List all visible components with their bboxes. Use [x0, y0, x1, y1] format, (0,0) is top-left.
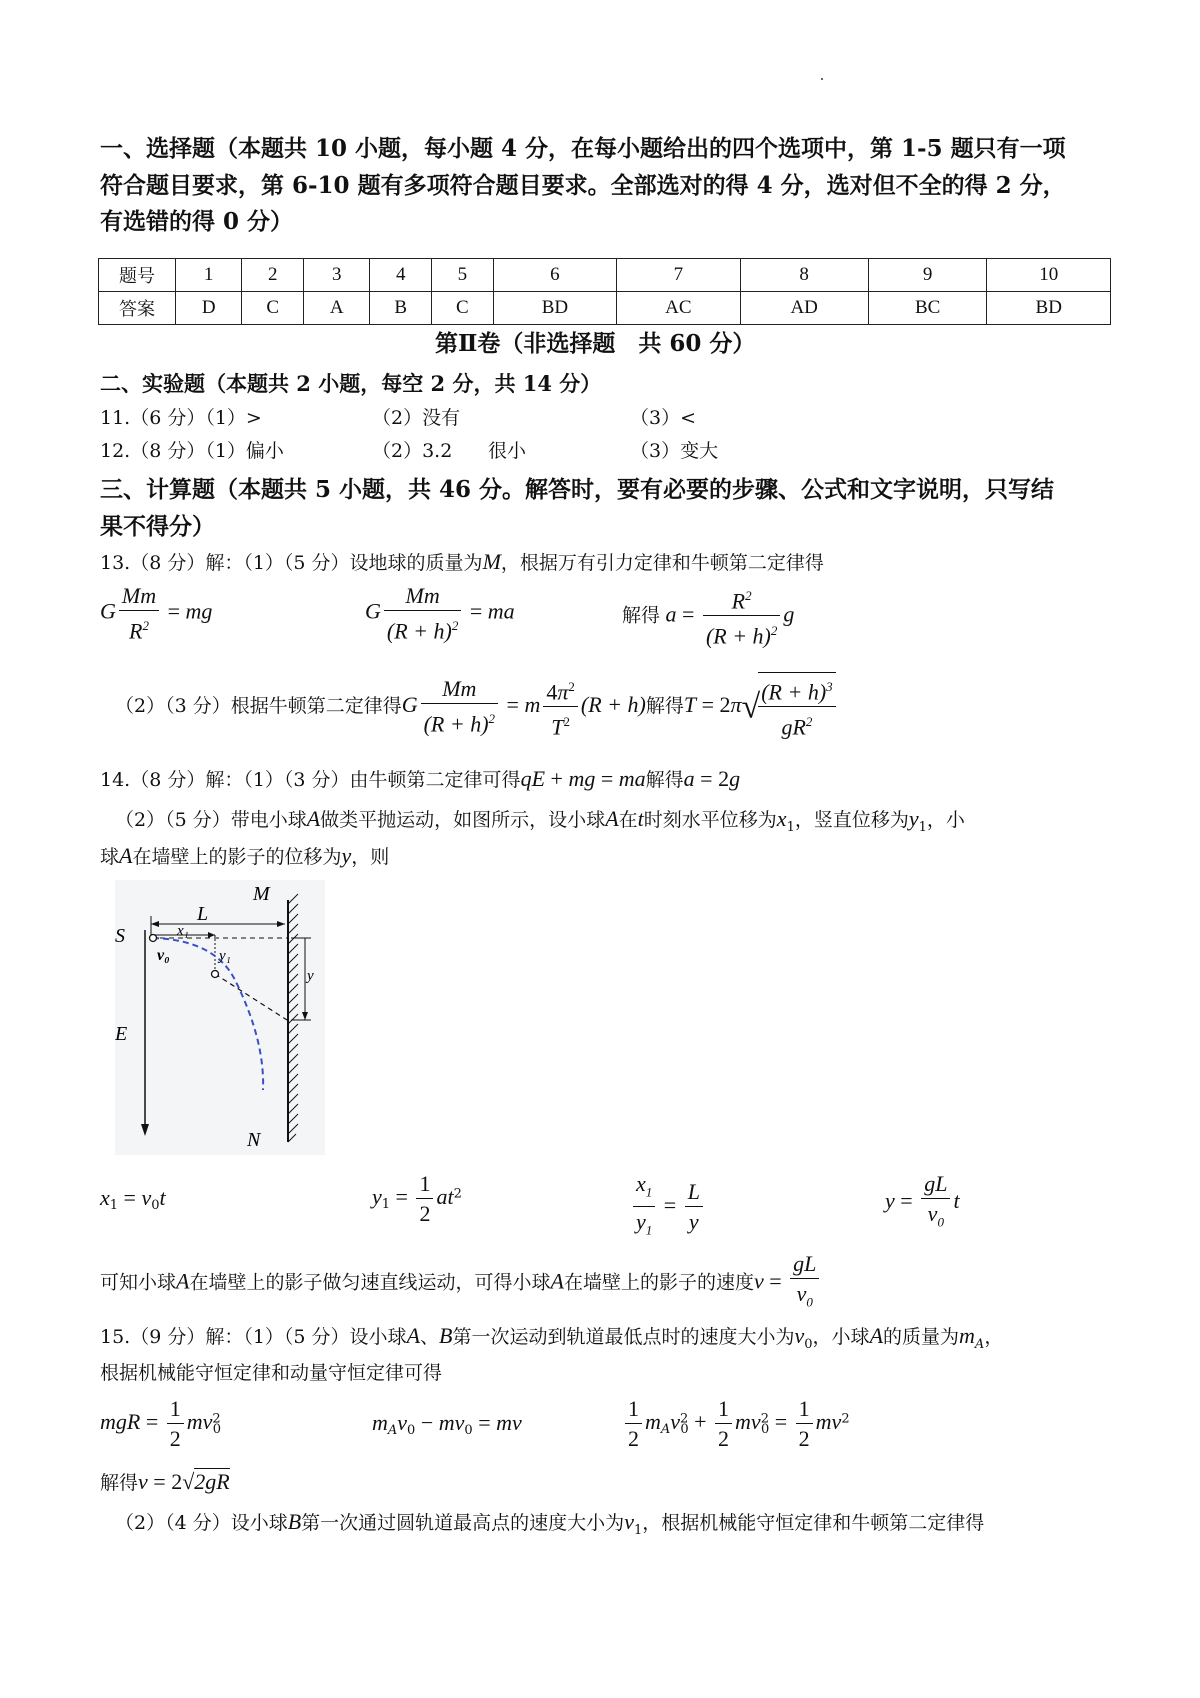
part2-title: 第Ⅱ卷（非选择题 共 60 分） [435, 330, 756, 357]
section3-line2: 果不得分） [100, 513, 215, 540]
answer-cell: B [370, 292, 432, 325]
number-cell: 5 [432, 259, 494, 292]
q12-answer-1: 12.（8 分）（1）偏小 [100, 440, 284, 462]
answer-cell: AD [740, 292, 868, 325]
number-cell: 8 [740, 259, 868, 292]
answer-cell: D [176, 292, 242, 325]
q15-line1: 15.（9 分）解：（1）（5 分）设小球A、B第一次运动到轨道最低点时的速度大小为$v_0$，小球A的质量为$m_A$， [100, 1323, 1004, 1352]
section1-line3: 有选错的得 0 分） [100, 208, 294, 235]
number-cell: 6 [493, 259, 616, 292]
q12-answer-2b: 很小 [488, 440, 527, 462]
section2-title: 二、实验题（本题共 2 小题，每空 2 分，共 14 分） [100, 371, 602, 396]
q13-equation-1: G $\frac{Mm}{R^2}$ = mg [100, 582, 212, 646]
q14-conclusion: 可知小球A在墙壁上的影子做匀速直线运动，可得小球A在墙壁上的影子的速度v = $\frac{gL}{v_0}$ [100, 1250, 822, 1317]
q11-answer-1: 11.（6 分）（1）> [100, 407, 262, 429]
answer-cell: BD [493, 292, 616, 325]
q14-equation-y1: $y_1$ = $\frac{1}{2}$ $at^2$ [372, 1170, 462, 1229]
q13-equation-3: 解得 a = $\frac{R^2}{(R + h)^2}$ g [622, 582, 794, 652]
q15-line2: 根据机械能守恒定律和动量守恒定律可得 [100, 1362, 443, 1384]
number-cell: 1 [176, 259, 242, 292]
q12-answer-2: （2）3.2 [372, 440, 453, 462]
label-S: S [115, 925, 125, 947]
table-row [99, 259, 1111, 292]
q14-equation-x1: $x_1 = v_0t$ [100, 1185, 166, 1214]
label-v0: v₀ [157, 947, 170, 964]
answer-cell: BC [868, 292, 987, 325]
answer-cell: A [304, 292, 370, 325]
q13-equation-2: G $\frac{Mm}{(R + h)^2}$ = ma [365, 582, 515, 646]
header-label-cell: 题号 [99, 259, 176, 292]
q11-answer-2: （2）没有 [372, 407, 461, 429]
q15-equation-1: mgR = $\frac{1}{2}$ $mv^2_0$ [100, 1395, 221, 1454]
figure-background [115, 880, 325, 1155]
label-L: L [197, 903, 209, 925]
number-cell: 2 [242, 259, 304, 292]
label-y1: y₁ [219, 948, 231, 964]
label-M: M [253, 883, 270, 905]
q14-line1: 14.（8 分）解：（1）（3 分）由牛顿第二定律可得qE + mg = ma解得a = 2g [100, 766, 741, 791]
section1-line2: 符合题目要求，第 6-10 题有多项符合题目要求。全部选对的得 4 分，选对但不全的得 2 分， [100, 172, 1066, 199]
q12-answer-3: （3）变大 [630, 440, 719, 462]
stray-dot [821, 78, 823, 80]
q15-equation-2: $m_Av_0 - mv_0$ = mv [372, 1410, 522, 1439]
number-cell: 7 [617, 259, 740, 292]
q15-equation-3: $\frac{1}{2}$ $m_Av^2_0$ + $\frac{1}{2}$ $mv^2_0$ = $\frac{1}{2}$ $mv^2$ [622, 1395, 850, 1454]
q15-part2: （2）（4 分）设小球B第一次通过圆轨道最高点的速度大小为$v_1$，根据机械能守恒定律和牛顿第二定律得 [115, 1509, 985, 1538]
label-N: N [247, 1129, 261, 1151]
q14-line3: 球A在墙壁上的影子的位移为y，则 [100, 843, 390, 868]
ball-point [212, 971, 219, 978]
answer-cell: BD [987, 292, 1111, 325]
q13-intro: 13.（8 分）解：（1）（5 分）设地球的质量为M，根据万有引力定律和牛顿第二定律得 [100, 549, 824, 574]
q14-equation-y: y = $\frac{gL}{v_0}$ t [885, 1170, 960, 1237]
q15-solve: 解得v = 2√2gR [100, 1469, 230, 1494]
number-cell: 10 [987, 259, 1111, 292]
answer-cell: C [242, 292, 304, 325]
section1-line1: 一、选择题（本题共 10 小题，每小题 4 分，在每小题给出的四个选项中，第 1-5 题只有一项 [100, 135, 1066, 162]
trajectory-figure [115, 880, 325, 1155]
number-cell: 4 [370, 259, 432, 292]
label-x1: x₁ [177, 923, 189, 939]
q11-answer-3: （3）< [630, 407, 697, 429]
number-cell: 3 [304, 259, 370, 292]
table-row [99, 292, 1111, 325]
answer-cell: C [432, 292, 494, 325]
q13-part2: （2）（3 分）根据牛顿第二定律得G $\frac{Mm}{(R + h)^2}$ = m $\frac{4\pi^2}{T^2}$ (R + h)解得T = 2π√ $\frac{(R + h)^3}{gR^2}$ [115, 672, 839, 743]
q14-equation-ratio: $\frac{x_1}{y_1}$ = $\frac{L}{y}$ [630, 1170, 706, 1246]
answer-cell: AC [617, 292, 740, 325]
label-y: y [307, 968, 314, 984]
section3-line1: 三、计算题（本题共 5 小题，共 46 分。解答时，要有必要的步骤、公式和文字说明，只写结 [100, 476, 1055, 503]
q14-line2: （2）（5 分）带电小球A做类平抛运动，如图所示，设小球A在t时刻水平位移为$x_1$，竖直位移为$y_1$，小 [115, 806, 965, 835]
start-point [150, 935, 157, 942]
number-cell: 9 [868, 259, 987, 292]
answer-label-cell: 答案 [99, 292, 176, 325]
answer-table [98, 258, 1111, 325]
label-E: E [115, 1023, 128, 1045]
